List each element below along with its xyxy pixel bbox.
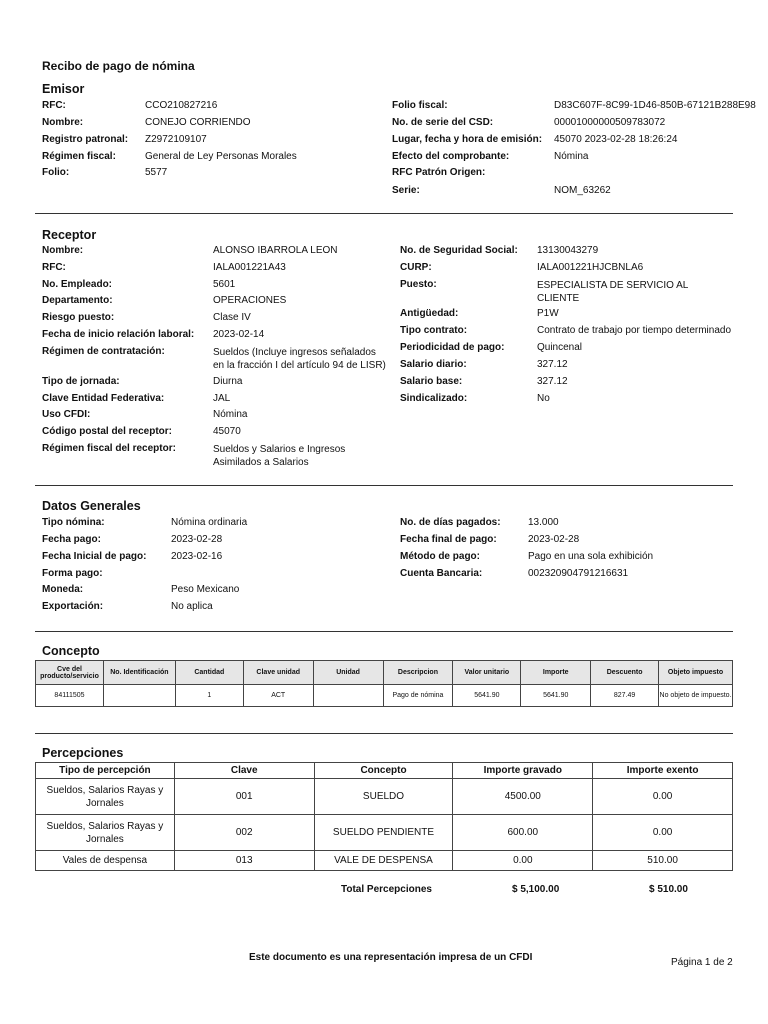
column-header: Descripcion (383, 661, 453, 685)
sindicalizado-label: Sindicalizado: (400, 393, 468, 404)
cfdi-note: Este documento es una representación impresa de un CFDI (249, 952, 533, 963)
riesgo-value: Clase IV (213, 312, 251, 323)
fecha-inicio-label: Fecha de inicio relación laboral: (42, 329, 195, 340)
receptor-nombre-value: ALONSO IBARROLA LEON (213, 245, 338, 256)
salario-base-label: Salario base: (400, 376, 463, 387)
table-cell: 1 (175, 685, 243, 707)
column-header: Clave (174, 763, 314, 779)
column-header: Importe gravado (453, 763, 593, 779)
column-header: Cantidad (175, 661, 243, 685)
clave-entidad-label: Clave Entidad Federativa: (42, 393, 165, 404)
serie-csd-label: No. de serie del CSD: (392, 117, 494, 128)
fecha-final-label: Fecha final de pago: (400, 534, 497, 545)
puesto-value: ESPECIALISTA DE SERVICIO AL CLIENTE (537, 280, 688, 304)
emisor-folio-label: Folio: (42, 167, 70, 178)
column-header: No. Identificación (103, 661, 175, 685)
table-header-row (36, 661, 733, 685)
cuenta-bancaria-label: Cuenta Bancaria: (400, 568, 483, 579)
regimen-contratacion-label: Régimen de contratación: (42, 346, 165, 357)
riesgo-label: Riesgo puesto: (42, 312, 115, 323)
moneda-label: Moneda: (42, 584, 84, 595)
regimen-fiscal-receptor-value: Sueldos y Salarios e Ingresos Asimilados a Salarios (213, 444, 346, 468)
no-empleado-value: 5601 (213, 279, 236, 290)
concepto-table (35, 660, 733, 707)
serie-label: Serie: (392, 185, 420, 196)
table-cell: VALE DE DESPENSA (314, 851, 453, 871)
serie-value: NOM_63262 (554, 185, 611, 196)
table-cell: 013 (174, 851, 314, 871)
emisor-rfc-label: RFC: (42, 100, 66, 111)
nss-value: 13130043279 (537, 245, 599, 256)
column-header: Clave unidad (243, 661, 313, 685)
table-cell: Sueldos, Salarios Rayas y Jornales (36, 779, 175, 815)
periodicidad-label: Periodicidad de pago: (400, 342, 505, 353)
column-header: Concepto (314, 763, 453, 779)
table-row (36, 851, 733, 871)
dias-pagados-label: No. de días pagados: (400, 517, 501, 528)
salario-base-value: 327.12 (537, 376, 568, 387)
metodo-pago-label: Método de pago: (400, 551, 480, 562)
table-row (36, 685, 733, 707)
table-cell: 600.00 (453, 815, 593, 851)
column-header: Cve del producto/servicio (36, 661, 104, 685)
cuenta-bancaria-value: 002320904791216631 (528, 568, 629, 579)
table-cell: 84111505 (36, 685, 104, 707)
forma-pago-label: Forma pago: (42, 568, 103, 579)
datos-generales-heading: Datos Generales (42, 499, 141, 513)
sindicalizado-value: No (537, 393, 550, 404)
tipo-jornada-label: Tipo de jornada: (42, 376, 120, 387)
serie-csd-value: 00001000000509783072 (554, 117, 666, 128)
emisor-rfc-value: CCO210827216 (145, 100, 218, 111)
table-cell: 002 (174, 815, 314, 851)
page-number: Página 1 de 2 (671, 957, 733, 968)
fecha-pago-value: 2023-02-28 (171, 534, 223, 545)
table-cell: SUELDO (314, 779, 453, 815)
efecto-label: Efecto del comprobante: (392, 151, 510, 162)
table-cell (313, 685, 383, 707)
dias-pagados-value: 13.000 (528, 517, 559, 528)
clave-entidad-value: JAL (213, 393, 231, 404)
table-row (36, 815, 733, 851)
table-cell (103, 685, 175, 707)
tipo-nomina-value: Nómina ordinaria (171, 517, 248, 528)
column-header: Importe exento (593, 763, 733, 779)
tipo-contrato-value: Contrato de trabajo por tiempo determinado (537, 325, 732, 336)
regimen-fiscal-receptor-label: Régimen fiscal del receptor: (42, 443, 176, 454)
concepto-heading: Concepto (42, 644, 100, 658)
table-cell: 5641.90 (453, 685, 521, 707)
salario-diario-value: 327.12 (537, 359, 568, 370)
efecto-value: Nómina (554, 151, 589, 162)
fecha-inicial-value: 2023-02-16 (171, 551, 223, 562)
table-cell: Vales de despensa (36, 851, 175, 871)
curp-value: IALA001221HJCBNLA6 (537, 262, 644, 273)
uso-cfdi-value: Nómina (213, 409, 248, 420)
divider (35, 485, 733, 486)
fecha-inicio-value: 2023-02-14 (213, 329, 265, 340)
folio-fiscal-label: Folio fiscal: (392, 100, 448, 111)
tipo-contrato-label: Tipo contrato: (400, 325, 468, 336)
moneda-value: Peso Mexicano (171, 584, 240, 595)
receptor-rfc-value: IALA001221A43 (213, 262, 286, 273)
table-cell: Pago de nómina (383, 685, 453, 707)
periodicidad-value: Quincenal (537, 342, 583, 353)
exportacion-label: Exportación: (42, 601, 104, 612)
total-percepciones-label: Total Percepciones (341, 884, 432, 895)
lugar-fecha-label: Lugar, fecha y hora de emisión: (392, 134, 543, 145)
fecha-pago-label: Fecha pago: (42, 534, 101, 545)
table-cell: Sueldos, Salarios Rayas y Jornales (36, 815, 175, 851)
codigo-postal-value: 45070 (213, 426, 241, 437)
divider (35, 213, 733, 214)
emisor-registro-value: Z2972109107 (145, 134, 207, 145)
fecha-inicial-label: Fecha Inicial de pago: (42, 551, 147, 562)
column-header: Tipo de percepción (36, 763, 175, 779)
tipo-jornada-value: Diurna (213, 376, 243, 387)
codigo-postal-label: Código postal del receptor: (42, 426, 173, 437)
emisor-nombre-label: Nombre: (42, 117, 84, 128)
antiguedad-label: Antigüedad: (400, 308, 459, 319)
tipo-nomina-label: Tipo nómina: (42, 517, 105, 528)
table-cell: 0.00 (453, 851, 593, 871)
lugar-fecha-value: 45070 2023-02-28 18:26:24 (554, 134, 678, 145)
metodo-pago-value: Pago en una sola exhibición (528, 551, 654, 562)
total-gravado: $ 5,100.00 (512, 884, 560, 895)
column-header: Objeto impuesto (659, 661, 733, 685)
emisor-registro-label: Registro patronal: (42, 134, 129, 145)
table-cell: 510.00 (593, 851, 733, 871)
antiguedad-value: P1W (537, 308, 559, 319)
fecha-final-value: 2023-02-28 (528, 534, 580, 545)
divider (35, 631, 733, 632)
receptor-heading: Receptor (42, 228, 97, 242)
emisor-nombre-value: CONEJO CORRIENDO (145, 117, 251, 128)
puesto-label: Puesto: (400, 279, 437, 290)
total-exento: $ 510.00 (649, 884, 688, 895)
nss-label: No. de Seguridad Social: (400, 245, 518, 256)
divider (35, 733, 733, 734)
regimen-contratacion-value: Sueldos (Incluye ingresos señalados en la fracción I del artículo 94 de LISR) (213, 347, 386, 371)
table-cell: SUELDO PENDIENTE (314, 815, 453, 851)
table-cell: 001 (174, 779, 314, 815)
folio-fiscal-value: D83C607F-8C99-1D46-850B-67121B288E98 (554, 100, 756, 111)
document-title: Recibo de pago de nómina (42, 59, 195, 73)
uso-cfdi-label: Uso CFDI: (42, 409, 91, 420)
table-header-row (36, 763, 733, 779)
emisor-regimen-value: General de Ley Personas Morales (145, 151, 297, 162)
percepciones-table (35, 762, 733, 871)
departamento-label: Departamento: (42, 295, 113, 306)
emisor-regimen-label: Régimen fiscal: (42, 151, 116, 162)
departamento-value: OPERACIONES (213, 295, 287, 306)
emisor-folio-value: 5577 (145, 167, 168, 178)
table-cell: 4500.00 (453, 779, 593, 815)
curp-label: CURP: (400, 262, 432, 273)
salario-diario-label: Salario diario: (400, 359, 467, 370)
exportacion-value: No aplica (171, 601, 213, 612)
table-cell: No objeto de impuesto. (659, 685, 733, 707)
table-cell: 827.49 (591, 685, 659, 707)
percepciones-heading: Percepciones (42, 746, 124, 760)
table-cell: 0.00 (593, 815, 733, 851)
column-header: Valor unitario (453, 661, 521, 685)
table-cell: 0.00 (593, 779, 733, 815)
table-row (36, 779, 733, 815)
table-cell: ACT (243, 685, 313, 707)
receptor-rfc-label: RFC: (42, 262, 66, 273)
rfc-patron-label: RFC Patrón Origen: (392, 167, 486, 178)
emisor-heading: Emisor (42, 82, 85, 96)
column-header: Unidad (313, 661, 383, 685)
receptor-nombre-label: Nombre: (42, 245, 84, 256)
no-empleado-label: No. Empleado: (42, 279, 113, 290)
table-cell: 5641.90 (521, 685, 591, 707)
column-header: Descuento (591, 661, 659, 685)
column-header: Importe (521, 661, 591, 685)
